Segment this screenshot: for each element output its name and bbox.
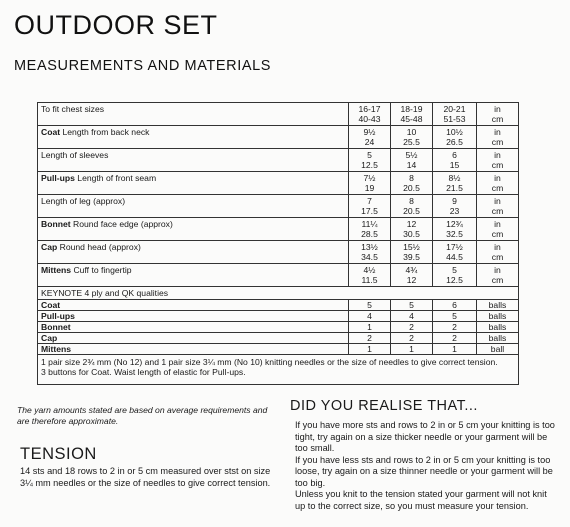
measurement-row [38, 218, 519, 241]
yarn-value: 4 [391, 311, 433, 322]
measurement-row [38, 241, 519, 264]
value-cell: 7 17.5 [349, 195, 391, 218]
value-cell: 7½ 19 [349, 172, 391, 195]
value-cell: 17½ 44.5 [433, 241, 477, 264]
realise-text [295, 420, 557, 512]
header-label: To fit chest sizes [38, 103, 349, 126]
yarn-value: 1 [391, 344, 433, 355]
yarn-unit: balls [477, 311, 519, 322]
value-cell: 9½ 24 [349, 126, 391, 149]
header-size-cell: 18-19 45-48 [391, 103, 433, 126]
row-label: Length of leg (approx) [38, 195, 349, 218]
yarn-row [38, 311, 519, 322]
yarn-quality-row [38, 287, 519, 300]
measurement-row [38, 264, 519, 287]
value-cell: 11¼ 28.5 [349, 218, 391, 241]
row-label: Mittens Cuff to fingertip [38, 264, 349, 287]
value-cell: 9 23 [433, 195, 477, 218]
unit-cell: in cm [477, 172, 519, 195]
tension-heading: TENSION [20, 445, 97, 463]
value-cell: 4½ 11.5 [349, 264, 391, 287]
yarn-row-label: Cap [38, 333, 349, 344]
value-cell: 10 25.5 [391, 126, 433, 149]
realise-paragraph: Unless you knit to the tension stated your garment will not knit up to the correct size, so you must measure your tension. [295, 489, 547, 511]
yarn-value: 1 [349, 322, 391, 333]
needles-note: 1 pair size 2¾ mm (No 12) and 1 pair size 3¼ mm (No 10) knitting needles or the size of needles to give correct tension. [41, 357, 498, 367]
yarn-unit: balls [477, 322, 519, 333]
unit-cell: in cm [477, 241, 519, 264]
yarn-value: 6 [433, 300, 477, 311]
value-cell: 4¾ 12 [391, 264, 433, 287]
realise-paragraph: If you have less sts and rows to 2 in or 5 cm your knitting is too loose, try again on a size thinner needle or your garment will be too big. [295, 454, 553, 488]
yarn-row [38, 322, 519, 333]
yarn-row-label: Coat [38, 300, 349, 311]
materials-note-row [38, 355, 519, 385]
value-cell: 5 12.5 [433, 264, 477, 287]
tension-text: 14 sts and 18 rows to 2 in or 5 cm measured over stst on size 3¼ mm needles or the size of needles to give correct tension. [20, 466, 271, 488]
row-label: Cap Round head (approx) [38, 241, 349, 264]
value-cell: 8 20.5 [391, 172, 433, 195]
yarn-row-label: Bonnet [38, 322, 349, 333]
yarn-value: 5 [349, 300, 391, 311]
value-cell: 12 30.5 [391, 218, 433, 241]
buttons-note: 3 buttons for Coat. Waist length of elastic for Pull-ups. [41, 367, 246, 377]
yarn-value: 5 [391, 300, 433, 311]
yarn-row-label: Pull-ups [38, 311, 349, 322]
row-label: Coat Length from back neck [38, 126, 349, 149]
measurement-row [38, 149, 519, 172]
unit-cell: in cm [477, 149, 519, 172]
value-cell: 10½ 26.5 [433, 126, 477, 149]
unit-cell: in cm [477, 195, 519, 218]
yarn-unit: balls [477, 333, 519, 344]
measurement-row [38, 195, 519, 218]
value-cell: 8 20.5 [391, 195, 433, 218]
section-title: MEASUREMENTS AND MATERIALS [14, 58, 272, 74]
value-cell: 12¾ 32.5 [433, 218, 477, 241]
header-size-cell: 16-17 40-43 [349, 103, 391, 126]
unit-cell: in cm [477, 126, 519, 149]
value-cell: 5 12.5 [349, 149, 391, 172]
yarn-quality-title: KEYNOTE 4 ply and QK qualities [38, 287, 519, 300]
value-cell: 5½ 14 [391, 149, 433, 172]
yarn-value: 5 [433, 311, 477, 322]
yarn-value: 2 [391, 333, 433, 344]
yarn-value: 1 [349, 344, 391, 355]
yarn-unit: ball [477, 344, 519, 355]
realise-paragraph: If you have more sts and rows to 2 in or 5 cm your knitting is too tight, try again on a size thicker needle or your garment will be too small. [295, 420, 555, 453]
value-cell: 13½ 34.5 [349, 241, 391, 264]
yarn-value: 2 [391, 322, 433, 333]
yarn-row [38, 344, 519, 355]
yarn-row-label: Mittens [38, 344, 349, 355]
header-unit-cell: in cm [477, 103, 519, 126]
measurement-row [38, 126, 519, 149]
yarn-value: 1 [433, 344, 477, 355]
row-label: Length of sleeves [38, 149, 349, 172]
yarn-value: 4 [349, 311, 391, 322]
yarn-value: 2 [349, 333, 391, 344]
value-cell: 15½ 39.5 [391, 241, 433, 264]
measurements-table [37, 102, 519, 385]
unit-cell: in cm [477, 264, 519, 287]
row-label: Pull-ups Length of front seam [38, 172, 349, 195]
yarn-row [38, 300, 519, 311]
value-cell: 6 15 [433, 149, 477, 172]
yarn-row [38, 333, 519, 344]
measurement-row [38, 172, 519, 195]
realise-heading: DID YOU REALISE THAT... [290, 398, 478, 414]
unit-cell: in cm [477, 218, 519, 241]
yarn-value: 2 [433, 322, 477, 333]
yarn-unit: balls [477, 300, 519, 311]
yarn-value: 2 [433, 333, 477, 344]
header-size-cell: 20-21 51-53 [433, 103, 477, 126]
materials-note [38, 355, 519, 385]
page-title: OUTDOOR SET [14, 10, 218, 40]
row-label: Bonnet Round face edge (approx) [38, 218, 349, 241]
yarn-amount-note: The yarn amounts stated are based on average requirements and are therefore approximate. [17, 405, 268, 426]
measurements-table-container [37, 102, 518, 385]
value-cell: 8½ 21.5 [433, 172, 477, 195]
table-header-row [38, 103, 519, 126]
